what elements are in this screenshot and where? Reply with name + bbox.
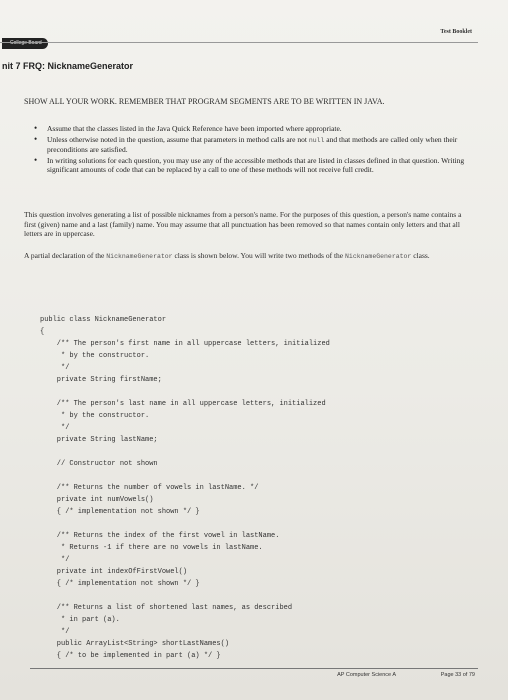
question-intro: This question involves generating a list of possible nicknames from a person's name. For the purposes of this question, a person's name contains a first (given) name and a last (family) name. You may assume that all punctuation has been removed so that names contain only letters and that all letters are in uppercase. [24,210,462,238]
code-line: */ [40,556,70,564]
code-line: public ArrayList<String> shortLastNames() [40,640,230,648]
para-text: A partial declaration of the [24,251,107,260]
code-line: public class NicknameGenerator [40,316,167,324]
bullet-text: Unless otherwise noted in the question, assume that parameters in method calls are not [47,134,309,144]
unit-title: nit 7 FRQ: NicknameGenerator [2,61,134,71]
code-line: */ [40,424,70,432]
code-line: { /* implementation not shown */ } [40,508,200,516]
code-line: private String firstName; [40,376,162,384]
inline-code: NicknameGenerator [106,253,173,260]
para-text: class is shown below. You will write two methods of the [172,251,346,260]
code-line: * in part (a). [40,616,120,624]
instruction-bullets [34,124,466,176]
para-text: class. [411,251,430,260]
class-description [24,251,464,262]
bullet-item [34,135,466,155]
code-line: * Returns -1 if there are no vowels in lastName. [40,544,263,552]
code-line: private int indexOfFirstVowel() [40,568,188,576]
code-line: */ [40,364,70,372]
code-line: /** Returns the index of the first vowel in lastName. [40,532,280,540]
code-line: * by the constructor. [40,352,150,360]
code-line: private String lastName; [40,436,158,444]
code-line: /** Returns the number of vowels in lastName. */ [40,484,259,492]
footer-course: AP Computer Science A [337,672,396,678]
instructions-heading: SHOW ALL YOUR WORK. REMEMBER THAT PROGRAM SEGMENTS ARE TO BE WRITTEN IN JAVA. [24,97,385,106]
code-line: { /* implementation not shown */ } [40,580,200,588]
code-line: private int numVowels() [40,496,154,504]
bullet-item [34,124,466,134]
inline-code: null [308,136,325,144]
code-line: * by the constructor. [40,412,150,420]
header-rule [0,42,478,43]
bullet-text: Assume that the classes listed in the Java Quick Reference have been imported where appropriate. [47,124,342,133]
bullet-text: In writing solutions for each question, you may use any of the accessible methods that are listed in classes defined in that question. Writing significant amounts of code that can be replaced by a call to one of these methods will not receive full credit. [47,155,465,174]
code-line: /** The person's first name in all uppercase letters, initialized [40,340,330,348]
footer-rule [30,668,478,669]
book-title: Test Booklet [440,29,472,35]
code-line: // Constructor not shown [40,460,158,468]
bullet-text: and that methods are called only when their preconditions are satisfied. [47,134,458,154]
code-line: */ [40,628,70,636]
code-line: /** The person's last name in all uppercase letters, initialized [40,400,326,408]
inline-code: NicknameGenerator [345,253,412,260]
bullet-item [34,156,466,175]
code-line: /** Returns a list of shortened last names, as described [40,604,293,612]
footer-page-number: Page 33 of 79 [440,672,475,678]
header-tab: College Board [2,38,48,49]
code-line: { [40,328,45,336]
code-line: { /* to be implemented in part (a) */ } [40,652,221,660]
